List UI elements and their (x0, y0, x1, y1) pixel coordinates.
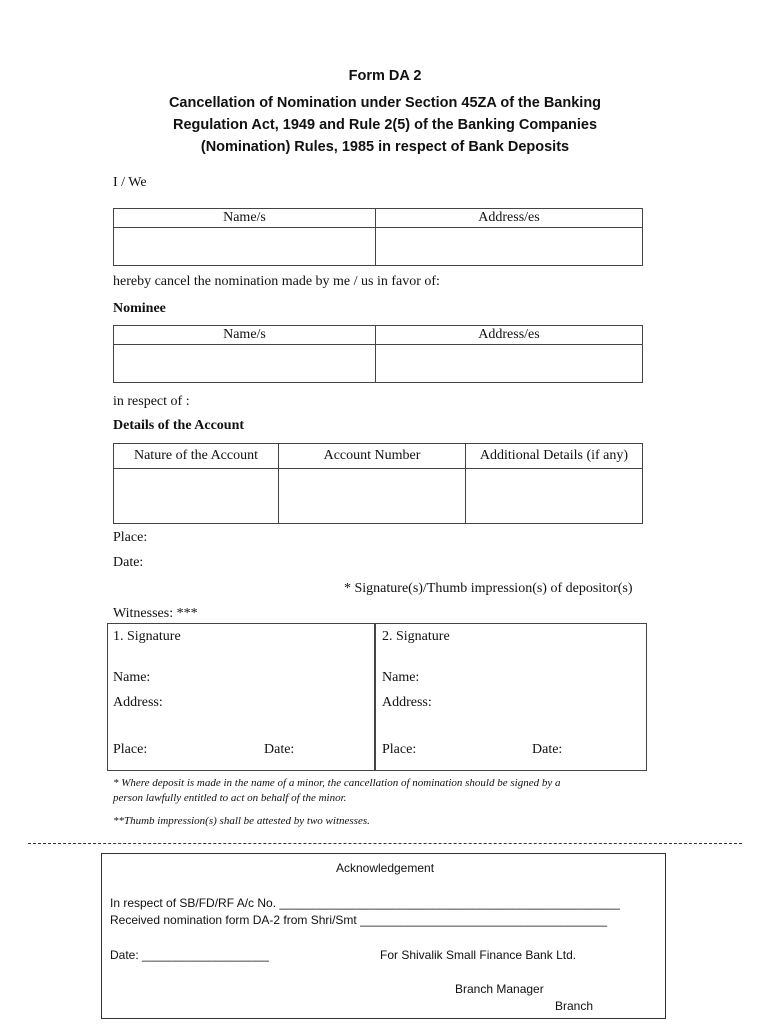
witness-2-signature[interactable]: 2. Signature (382, 629, 450, 644)
acknowledgement-title: Acknowledgement (335, 861, 435, 875)
account-table (113, 443, 643, 524)
witness-1-date[interactable]: Date: (264, 742, 295, 757)
depositor-address-cell[interactable] (376, 228, 643, 266)
witness-1-signature[interactable]: 1. Signature (113, 629, 181, 644)
depositor-signature-line: * Signature(s)/Thumb impression(s) of depositor(s) (344, 581, 633, 596)
witness-2-address[interactable]: Address: (382, 695, 432, 710)
nominee-address-header: Address/es (376, 326, 643, 345)
account-number-cell[interactable] (279, 469, 466, 524)
acknowledgement-branch: Branch (555, 999, 594, 1013)
acknowledgement-bank-name: For Shivalik Small Finance Bank Ltd. (380, 948, 577, 962)
form-subtitle-line-2: Regulation Act, 1949 and Rule 2(5) of the Banking Companies (172, 117, 598, 133)
witness-2-date[interactable]: Date: (532, 742, 563, 757)
account-number-header: Account Number (279, 444, 466, 469)
witness-1-name[interactable]: Name: (113, 670, 151, 685)
respect-statement: in respect of : (113, 394, 190, 409)
acknowledgement-account-line[interactable]: In respect of SB/FD/RF A/c No. ___________________________________________________ (110, 896, 620, 910)
nominee-names-header: Name/s (114, 326, 376, 345)
depositor-address-header: Address/es (376, 209, 643, 228)
minor-note-line-1: * Where deposit is made in the name of a minor, the cancellation of nomination should be signed by a (113, 777, 561, 789)
depositor-intro: I / We (113, 175, 147, 190)
account-nature-header: Nature of the Account (114, 444, 279, 469)
witness-2-name[interactable]: Name: (382, 670, 420, 685)
acknowledgement-date[interactable]: Date: ___________________ (110, 948, 269, 962)
nominee-address-cell[interactable] (376, 345, 643, 383)
witnesses-heading: Witnesses: *** (113, 606, 198, 621)
tear-off-line (28, 843, 742, 844)
form-subtitle-line-1: Cancellation of Nomination under Section 45ZA of the Banking (168, 95, 602, 111)
witness-1-place[interactable]: Place: (113, 742, 148, 757)
date-label: Date: (113, 555, 144, 570)
thumb-impression-note: **Thumb impression(s) shall be attested by two witnesses. (113, 815, 370, 827)
nominee-names-cell[interactable] (114, 345, 376, 383)
depositor-table (113, 208, 643, 266)
depositor-names-cell[interactable] (114, 228, 376, 266)
form-title: Form DA 2 (348, 68, 422, 84)
acknowledgement-branch-manager: Branch Manager (455, 982, 544, 996)
account-additional-cell[interactable] (466, 469, 643, 524)
account-heading: Details of the Account (113, 418, 245, 433)
account-nature-cell[interactable] (114, 469, 279, 524)
acknowledgement-received-line[interactable]: Received nomination form DA-2 from Shri/Smt _____________________________________ (110, 913, 608, 927)
cancel-statement: hereby cancel the nomination made by me / us in favor of: (113, 274, 440, 289)
nominee-table (113, 325, 643, 383)
nominee-heading: Nominee (113, 301, 166, 316)
form-subtitle-line-3: (Nomination) Rules, 1985 in respect of Bank Deposits (200, 139, 570, 155)
place-label: Place: (113, 530, 148, 545)
witness-1-address[interactable]: Address: (113, 695, 163, 710)
depositor-names-header: Name/s (114, 209, 376, 228)
minor-note-line-2: person lawfully entitled to act on behalf of the minor. (113, 792, 347, 804)
account-additional-header: Additional Details (if any) (466, 444, 643, 469)
acknowledgement-box (101, 853, 666, 1019)
witness-2-place[interactable]: Place: (382, 742, 417, 757)
